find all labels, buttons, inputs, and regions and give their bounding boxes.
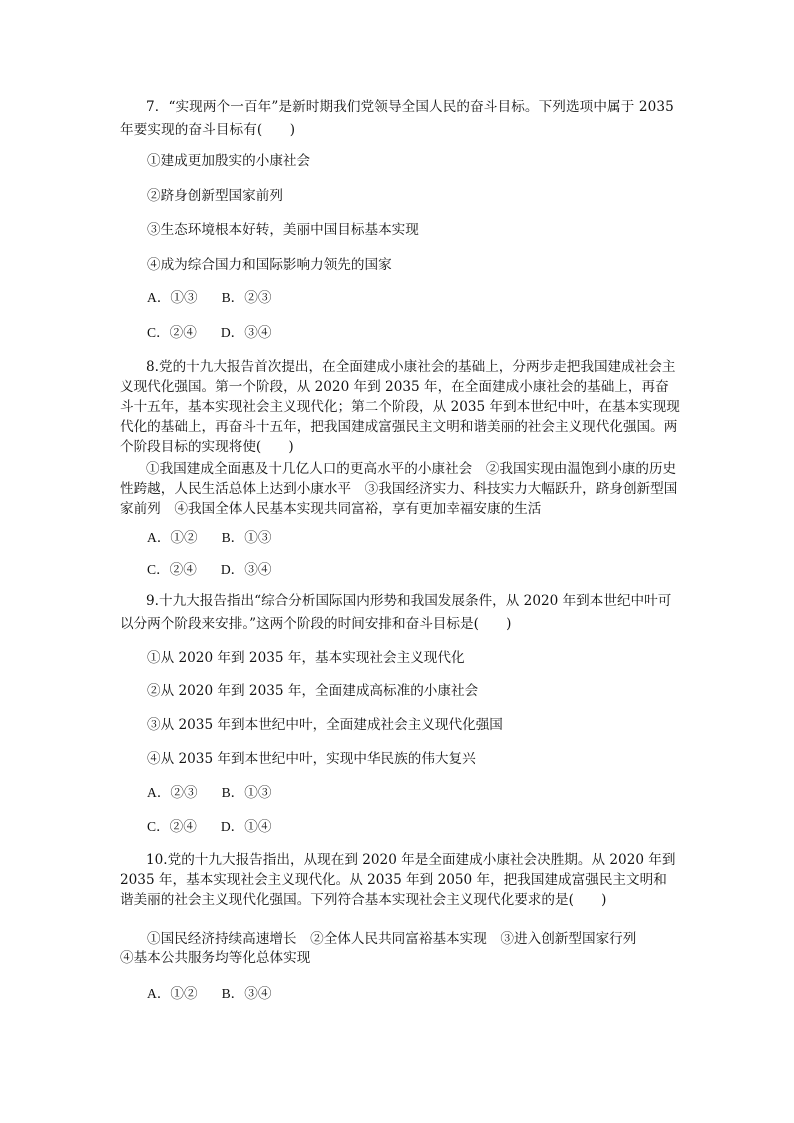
question-9-choices-ab: [147, 783, 271, 803]
question-7-choices-ab: [147, 288, 271, 308]
question-10-options-line-1: ①国民经济持续高速增长 ②全体人民共同富裕基本实现 ③进入创新型国家行列: [147, 931, 637, 947]
question-7-stem: 7．“实现两个一百年”是新时期我们党领导全国人民的奋斗目标。下列选项中属于 2035 年要实现的奋斗目标有( ): [120, 99, 674, 138]
question-10-choices-ab: [147, 984, 271, 1004]
question-9-option-4: ④从 2035 年到本世纪中叶，实现中华民族的伟大复兴: [147, 751, 476, 767]
question-9-stem: 9.十九大报告指出“综合分析国际国内形势和我国发展条件，从 2020 年到本世纪中叶可以分两个阶段来安排。”这两个阶段的时间安排和奋斗目标是( ): [120, 593, 672, 632]
question-8-options: ①我国建成全面惠及十几亿人口的更高水平的小康社会 ②我国实现由温饱到小康的历史性跨越，人民生活总体上达到小康水平 ③我国经济实力、科技实力大幅跃升，跻身创新型国家前列 ④我国全体人民基本实现共同富裕，享有更加幸福安康的生活: [120, 461, 678, 517]
question-10-options-line-2: ④基本公共服务均等化总体实现: [120, 950, 311, 966]
question-8-stem: 8.党的十九大报告首次提出，在全面建成小康社会的基础上，分两步走把我国建成社会主义现代化强国。第一个阶段，从 2020 年到 2035 年，在全面建成小康社会的基础上，再奋斗十五年，基本实现社会主义现代化；第二个阶段，从 2035 年到本世纪中叶，在基本实现现代化的基础上，再奋斗十五年，把我国建成富强民主文明和谐美丽的社会主义现代化强国。两个阶段目标的实现将使( ): [120, 359, 680, 455]
choice-a: A．①③: [147, 290, 198, 305]
question-7-option-2: ②跻身创新型国家前列: [147, 188, 283, 204]
question-9-option-3: ③从 2035 年到本世纪中叶，全面建成社会主义现代化强国: [147, 717, 503, 733]
choice-a: A．①②: [147, 986, 198, 1001]
question-9-choices-cd: [147, 817, 271, 837]
choice-b: B．①③: [221, 530, 272, 545]
choice-c: C．②④: [147, 819, 197, 834]
question-8-choices-cd: [147, 560, 271, 580]
choice-d: D．①④: [220, 819, 272, 834]
question-7-option-1: ①建成更加殷实的小康社会: [147, 153, 311, 169]
question-9-option-2: ②从 2020 年到 2035 年，全面建成高标准的小康社会: [147, 683, 479, 699]
question-7-choices-cd: [147, 323, 271, 343]
choice-a: A．②③: [147, 785, 198, 800]
question-9-option-1: ①从 2020 年到 2035 年，基本实现社会主义现代化: [147, 650, 465, 666]
choice-a: A．①②: [147, 530, 198, 545]
choice-d: D．③④: [220, 325, 272, 340]
question-8-choices-ab: [147, 528, 271, 548]
question-7-option-4: ④成为综合国力和国际影响力领先的国家: [147, 257, 392, 273]
question-10-stem: 10.党的十九大报告指出，从现在到 2020 年是全面建成小康社会决胜期。从 2020 年到 2035 年，基本实现社会主义现代化。从 2035 年到 2050 年，把我国建成富强民主文明和谐美丽的社会主义现代化强国。下列符合基本实现社会主义现代化要求的是( ): [120, 852, 676, 908]
choice-c: C．②④: [147, 325, 197, 340]
choice-b: B．③④: [221, 986, 272, 1001]
question-7-option-3: ③生态环境根本好转，美丽中国目标基本实现: [147, 222, 419, 238]
choice-b: B．②③: [221, 290, 272, 305]
choice-d: D．③④: [220, 562, 272, 577]
choice-b: B．①③: [221, 785, 272, 800]
choice-c: C．②④: [147, 562, 197, 577]
